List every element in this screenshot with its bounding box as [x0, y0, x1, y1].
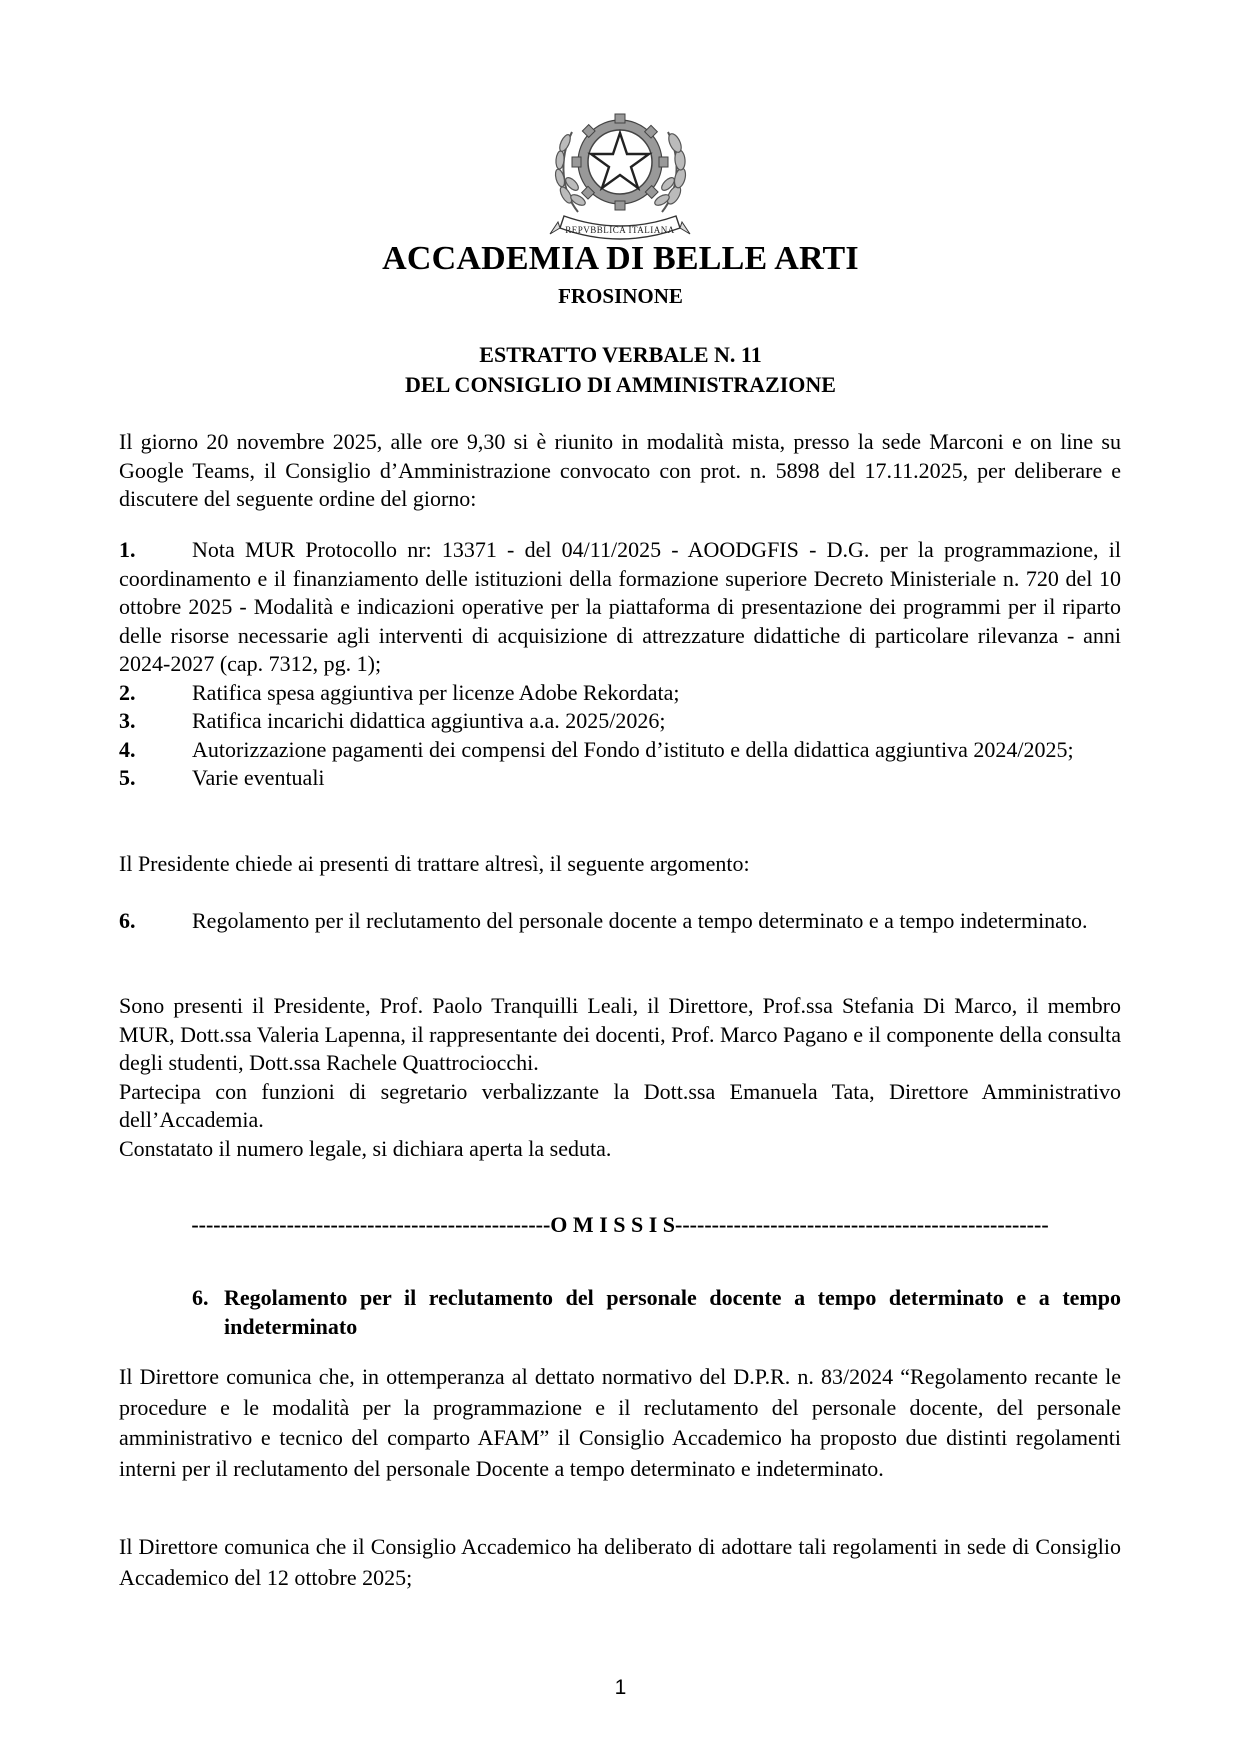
- agenda-list: [119, 536, 1121, 793]
- president-request: [119, 850, 1121, 879]
- agenda-item-text: Autorizzazione pagamenti dei compensi del Fondo d’istituto e della didattica aggiuntiva 2024/2025;: [192, 736, 1074, 762]
- attendance-paragraph: [119, 992, 1121, 1163]
- agenda-item-number: 5.: [119, 765, 136, 790]
- institution-city: FROSINONE: [558, 284, 683, 308]
- section-title: Regolamento per il reclutamento del personale docente a tempo determinato e a tempo indeterminato: [224, 1285, 1121, 1339]
- document-title: ESTRATTO VERBALE N. 11: [479, 342, 762, 367]
- body-paragraph: [119, 1532, 1121, 1593]
- agenda-item-number: 1.: [119, 537, 136, 562]
- agenda-item-number: 4.: [119, 736, 136, 762]
- agenda-item-text: Ratifica spesa aggiuntiva per licenze Adobe Rekordata;: [192, 679, 680, 705]
- agenda-item: [119, 679, 1121, 708]
- agenda-item: [119, 764, 1121, 793]
- intro-paragraph: [119, 428, 1121, 514]
- body-paragraph: [119, 1362, 1121, 1484]
- agenda-item-number: 2.: [119, 679, 136, 705]
- emblem-ribbon-text: REPVBBLICA ITALIANA: [565, 225, 675, 235]
- agenda-item: [119, 536, 1121, 679]
- emblem-icon: [540, 100, 700, 250]
- quorum-text: Constatato il numero legale, si dichiara aperta la seduta.: [119, 1135, 612, 1161]
- agenda-item: [119, 736, 1121, 765]
- agenda-item-text: Varie eventuali: [192, 765, 325, 790]
- section-heading: [192, 1284, 1121, 1341]
- agenda-item-text: Regolamento per il reclutamento del personale docente a tempo determinato e a tempo indeterminato.: [192, 908, 1088, 933]
- omissis-separator: -------------------------------------------------O M I S S I S---------------------------------------------------: [191, 1212, 1049, 1237]
- intro-text: Il giorno 20 novembre 2025, alle ore 9,30 si è riunito in modalità mista, presso la sede Marconi e on line su Google Teams, il Consiglio d’Amministrazione convocato con prot. n. 5898 del 17.11.2025, per deliberare e discutere del seguente ordine del giorno:: [119, 429, 1121, 511]
- additional-agenda-item: [119, 907, 1121, 936]
- attendance-text: Sono presenti il Presidente, Prof. Paolo Tranquilli Leali, il Direttore, Prof.ssa Stefania Di Marco, il membro MUR, Dott.ssa Valeria Lapenna, il rappresentante dei docenti, Prof. Marco Pagano e il componente della consulta degli studenti, Dott.ssa Rachele Quattrociocchi.: [119, 993, 1121, 1075]
- president-request-text: Il Presidente chiede ai presenti di trattare altresì, il seguente argomento:: [119, 851, 750, 876]
- agenda-item: [119, 707, 1121, 736]
- document-subtitle: DEL CONSIGLIO DI AMMINISTRAZIONE: [405, 372, 836, 397]
- section-number: 6.: [192, 1285, 209, 1310]
- agenda-item-number: 6.: [119, 908, 136, 933]
- secretary-text: Partecipa con funzioni di segretario verbalizzante la Dott.ssa Emanuela Tata, Direttore Amministrativo dell’Accademia.: [119, 1078, 1121, 1132]
- agenda-item-number: 3.: [119, 708, 136, 733]
- institution-name: ACCADEMIA DI BELLE ARTI: [382, 240, 859, 277]
- body-paragraph-text: Il Direttore comunica che, in ottemperanza al dettato normativo del D.P.R. n. 83/2024 “Regolamento recante le procedure e le modalità per la programmazione e il reclutamento del personale docente, del personale amministrativo e tecnico del comparto AFAM” il Consiglio Accademico ha proposto due distinti regolamenti interni per il reclutamento del personale Docente a tempo determinato e indeterminato.: [119, 1364, 1121, 1481]
- page-number: 1: [614, 1676, 627, 1699]
- agenda-item-text: Ratifica incarichi didattica aggiuntiva a.a. 2025/2026;: [192, 708, 666, 733]
- agenda-item-text: Nota MUR Protocollo nr: 13371 - del 04/11/2025 - AOODGFIS - D.G. per la programmazione, il coordinamento e il finanziamento delle istituzioni della formazione superiore Decreto Ministeriale n. 720 del 10 ottobre 2025 - Modalità e indicazioni operative per la piattaforma di presentazione dei programmi per il riparto delle risorse necessarie agli interventi di acquisizione di attrezzature didattiche di particolare rilevanza - anni 2024-2027 (cap. 7312, pg. 1);: [119, 537, 1121, 676]
- body-paragraph-text: Il Direttore comunica che il Consiglio Accademico ha deliberato di adottare tali regolamenti in sede di Consiglio Accademico del 12 ottobre 2025;: [119, 1534, 1121, 1590]
